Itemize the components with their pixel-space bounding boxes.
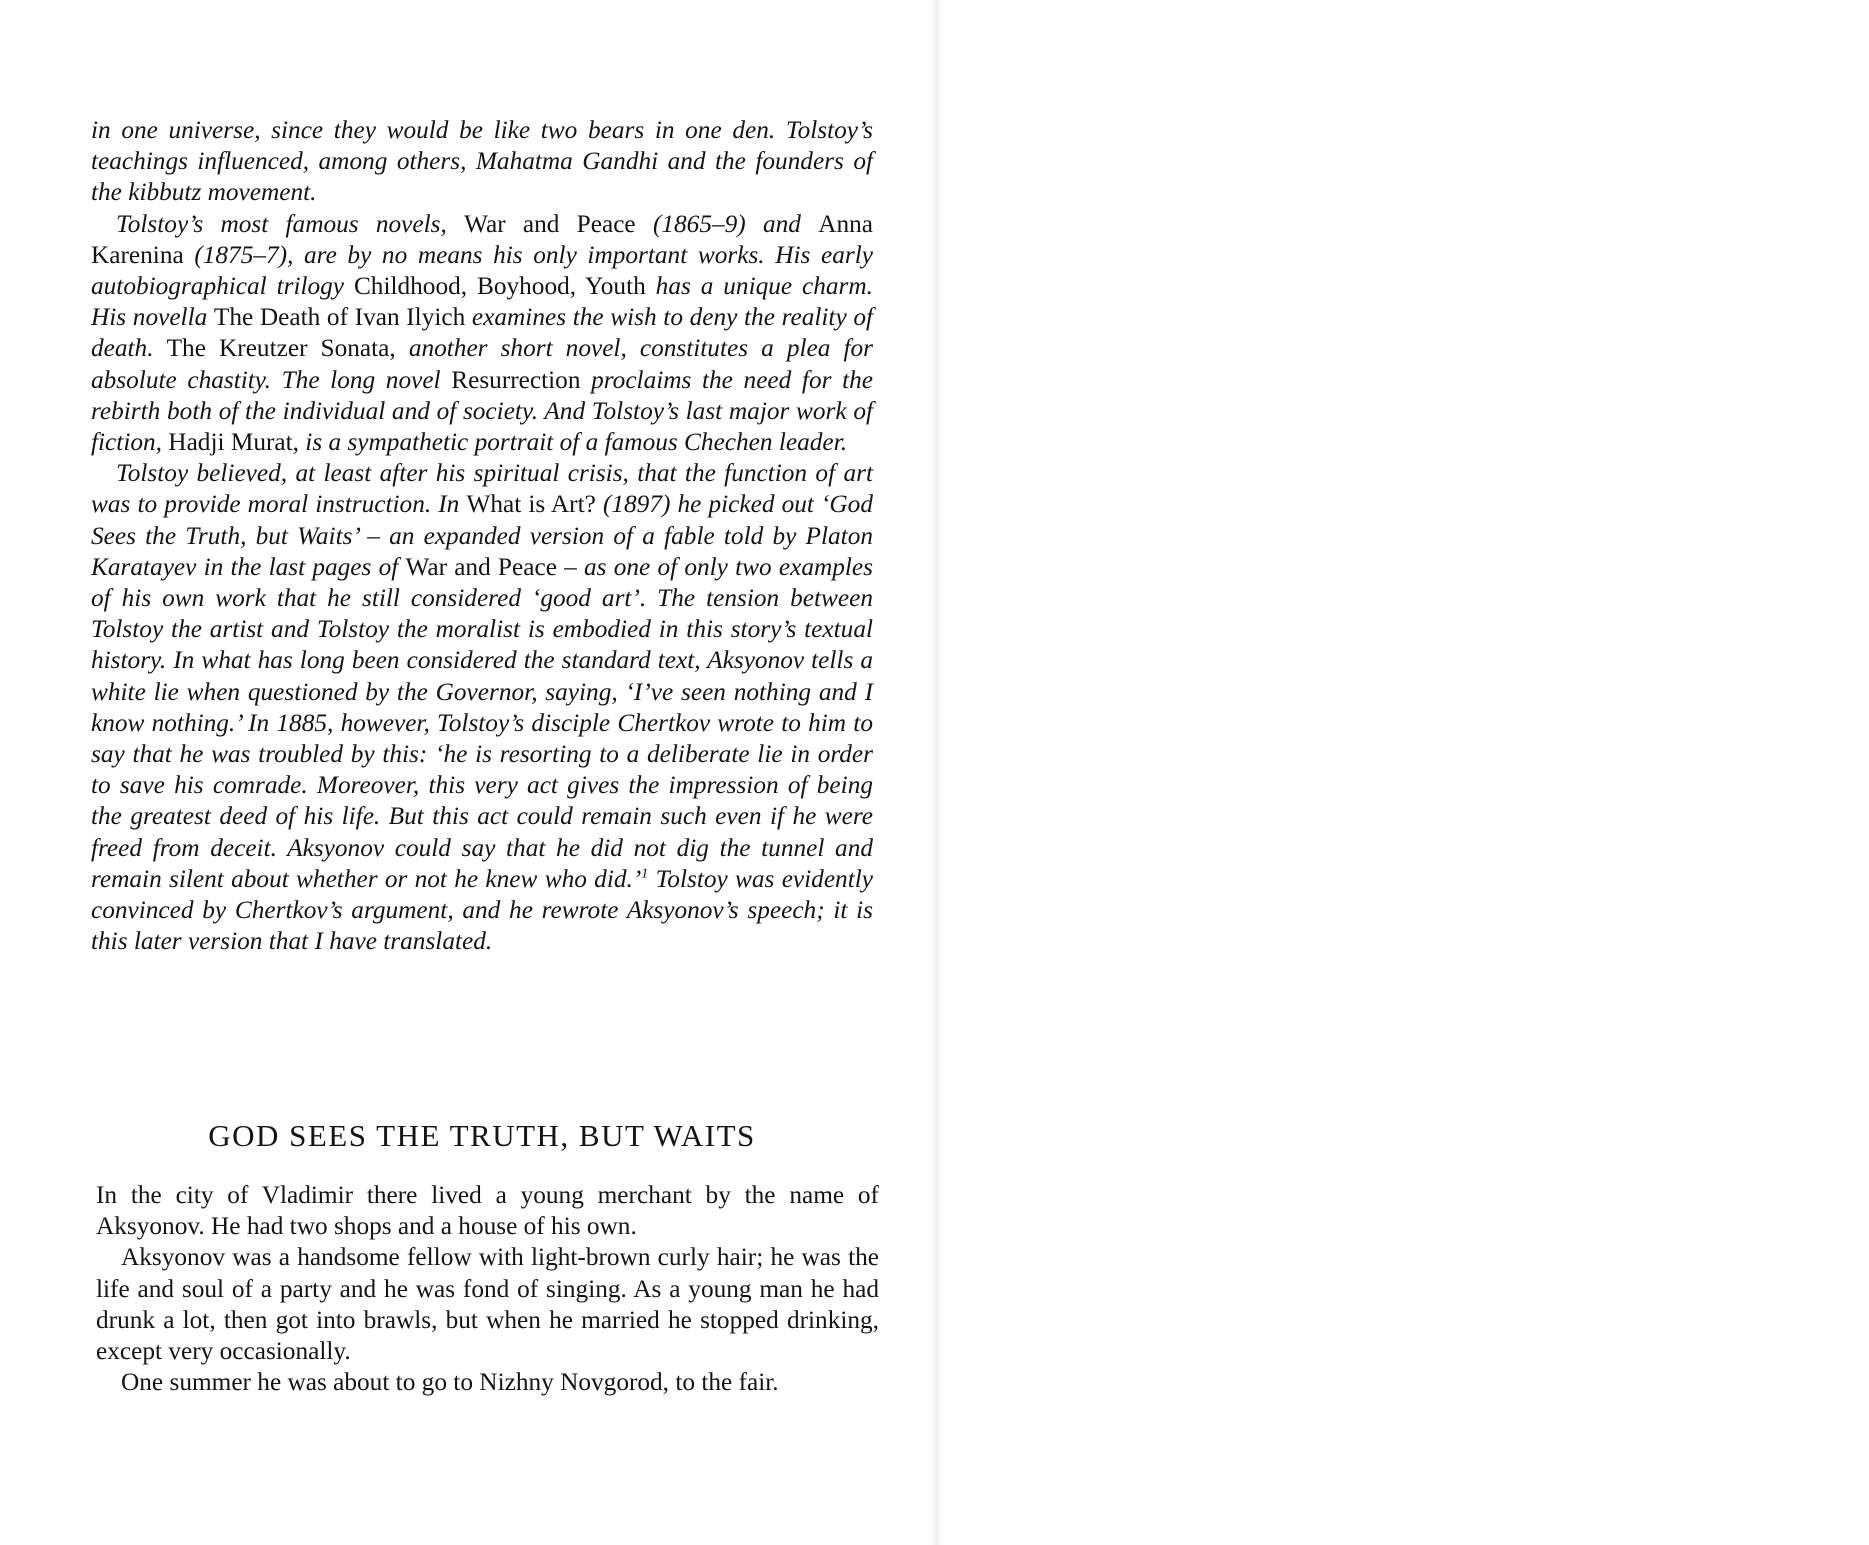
story-paragraph: Aksyonov was a handsome fellow with light-brown curly hair; he was the life and soul of a party and he was fond of singing. As a young man he had drunk a lot, then got into brawls, but when he married he stopped drinking, except very occasionally. — [96, 1243, 879, 1366]
book-title: The Kreutzer Sonata, — [166, 334, 396, 363]
translator-introduction — [91, 115, 873, 957]
intro-text: (1897) he picked out ‘God Sees the Truth, but Waits’ – an expanded version of a fable told by Platon Karatayev in the last pages of — [91, 490, 873, 581]
intro-text: is a sympathetic portrait of a famous Chechen leader. — [298, 428, 848, 457]
intro-text: examines the wish to deny the reality of death. — [91, 303, 873, 363]
intro-paragraph — [91, 458, 873, 957]
intro-text: (1865–9) and — [635, 209, 819, 238]
intro-paragraph — [91, 115, 873, 209]
story-paragraph: One summer he was about to go to Nizhny Novgorod, to the fair. — [121, 1368, 779, 1397]
intro-text: – as one of only two examples of his own work that he still considered ‘good art’. The tension between Tolstoy the artist and Tolstoy the moralist is embodied in this story’s textual history. In what has long been considered the standard text, Aksyonov tells a white lie when questioned by the Governor, saying, ‘I’ve seen nothing and I know nothing.’ In 1885, however, Tolstoy’s disciple Chertkov wrote to him to say that he was troubled by this: ‘he is resorting to a deliberate lie in order to save his comrade. Moreover, this very act gives the impression of being the greatest deed of his life. But this act could remain such even if he were freed from deceit. Aksyonov could say that he did not dig the tunnel and remain silent about whether or not he knew who did.’ — [91, 552, 873, 893]
intro-text: proclaims the need for the rebirth both of the individual and of society. And Tolstoy’s last major work of fiction, — [91, 365, 873, 457]
intro-paragraph — [91, 209, 873, 459]
book-title: Hadji Murat, — [168, 428, 299, 457]
story-title: GOD SEES THE TRUTH, BUT WAITS — [208, 1118, 756, 1153]
book-title: The Death of Ivan Ilyich — [213, 303, 466, 332]
book-title: What is Art? — [466, 490, 596, 519]
intro-text: another short novel, constitutes a plea for absolute chastity. The long novel — [91, 334, 873, 394]
book-title: War and Peace — [405, 552, 557, 581]
book-title: Resurrection — [451, 365, 581, 394]
book-title: Childhood, Boyhood, Youth — [353, 272, 646, 301]
book-title: War and Peace — [464, 209, 636, 238]
story-opening — [96, 1180, 879, 1398]
footnote-marker: 1 — [641, 866, 649, 882]
intro-text: Tolstoy’s most famous novels, — [116, 209, 465, 238]
intro-text: (1875–7), are by no means his only important works. His early autobiographical trilogy — [91, 240, 873, 301]
intro-text: Tolstoy was evidently convinced by Chertkov’s argument, and he rewrote Aksyonov’s speech; it is this later version that I have translated. — [91, 864, 873, 956]
intro-text: Tolstoy believed, at least after his spiritual crisis, that the function of art was to provide moral instruction. In — [91, 459, 873, 519]
book-title: Anna Karenina — [91, 209, 873, 269]
right-page — [940, 0, 1869, 1545]
story-paragraph: In the city of Vladimir there lived a young merchant by the name of Aksyonov. He had two shops and a house of his own. — [96, 1181, 879, 1241]
intro-text: in one universe, since they would be like two bears in one den. Tolstoy’s teachings influenced, among others, Mahatma Gandhi and the founders of the kibbutz movement. — [91, 116, 873, 207]
left-page — [0, 0, 934, 1545]
intro-text: has a unique charm. His novella — [91, 272, 873, 332]
